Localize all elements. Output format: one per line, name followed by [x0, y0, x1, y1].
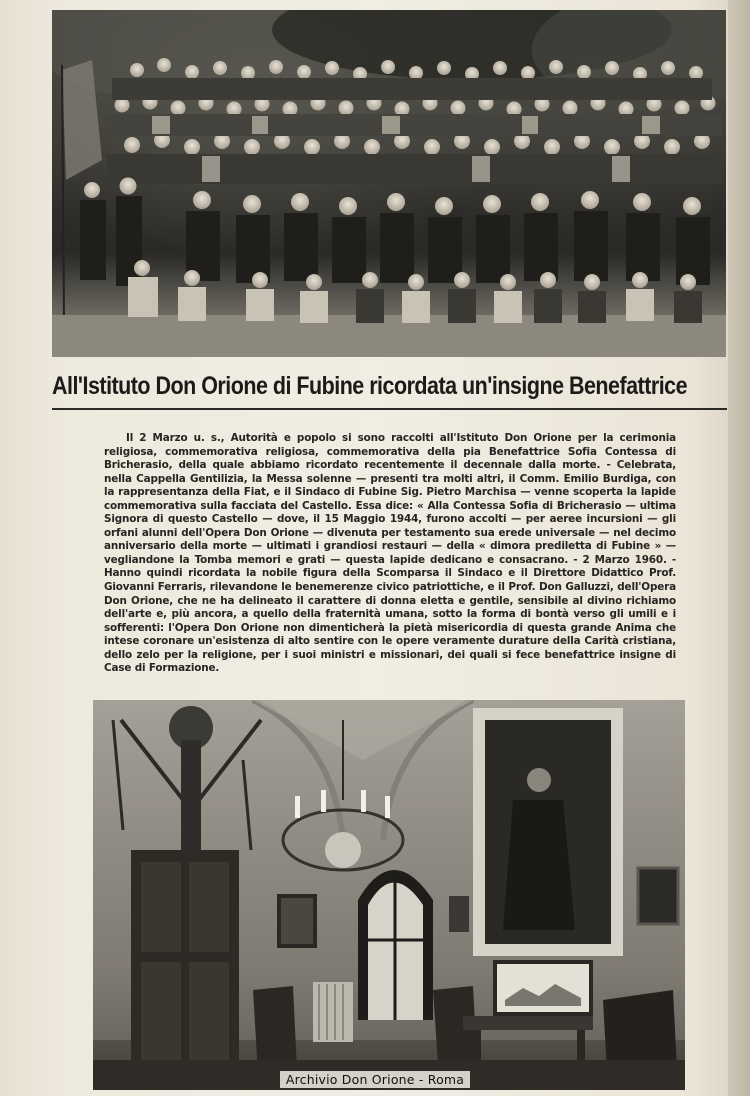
headline-underline	[52, 408, 727, 410]
group-photo-illustration	[52, 10, 726, 357]
next-page-edge	[728, 0, 750, 1096]
archive-watermark-text: Archivio Don Orione - Roma	[280, 1071, 470, 1088]
article-headline: All'Istituto Don Orione di Fubine ricordata un'insigne Benefattrice	[52, 372, 688, 400]
interior-photo-illustration	[93, 700, 685, 1090]
castle-interior-photo	[93, 700, 685, 1090]
group-photo-orphans	[52, 10, 726, 357]
article-body: Il 2 Marzo u. s., Autorità e popolo si sono raccolti all'Istituto Don Orione per la cerimonia religiosa, commemorativa religiosa, commemorativa della pia Benefattrice Sofia Contessa di Bricherasio, della quale abbiamo ricordato recentemente il decennale dalla morte. - Celebrata, nella Cappella Gentilizia, la Messa solenne — presenti tra molti altri, il Comm. Emilio Burdiga, con la rappresentanza della Fiat, e il Sindaco di Fubine Sig. Pietro Marchisa — venne scoperta la lapide commemorativa sulla facciata del Castello. Essa dice: « Alla Contessa Sofia di Bricherasio — ultima Signora di questo Castello — dove, il 15 Maggio 1944, furono accolti — per aeree incursioni — gli orfani alunni dell'Opera Don Orione — divenuta per testamento sua erede universale — nel decimo anniversario della morte — ultimati i grandiosi restauri — della « dimora prediletta di Fubine » — vegliandone la Tomba memori e grati — questa lapide dedicano e consacrano. - 2 Marzo 1960. - Hanno quindi ricordata la nobile figura della Scomparsa il Sindaco e il Direttore Didattico Prof. Giovanni Ferraris, rilevandone le benemerenze civico patriottiche, e il Prof. Don Galluzzi, dell'Opera Don Orione, che ne ha delineato il carattere di donna eletta e gentile, sensibile al divino richiamo dell'arte e, più ancora, a quello della fraternità umana, sotto la forma di bontà verso gli umili e i sofferenti: l'Opera Don Orione non dimenticherà la pietà misericordia di questa grande Anima che intese coronare un'esistenza di alto sentire con le opere veramente durature della Carità cristiana, dello zelo per la religione, per i suoi ministri e missionari, dei quali si fece benefattrice insigne di Case di Formazione.	[104, 432, 676, 675]
archive-watermark	[0, 1072, 750, 1087]
